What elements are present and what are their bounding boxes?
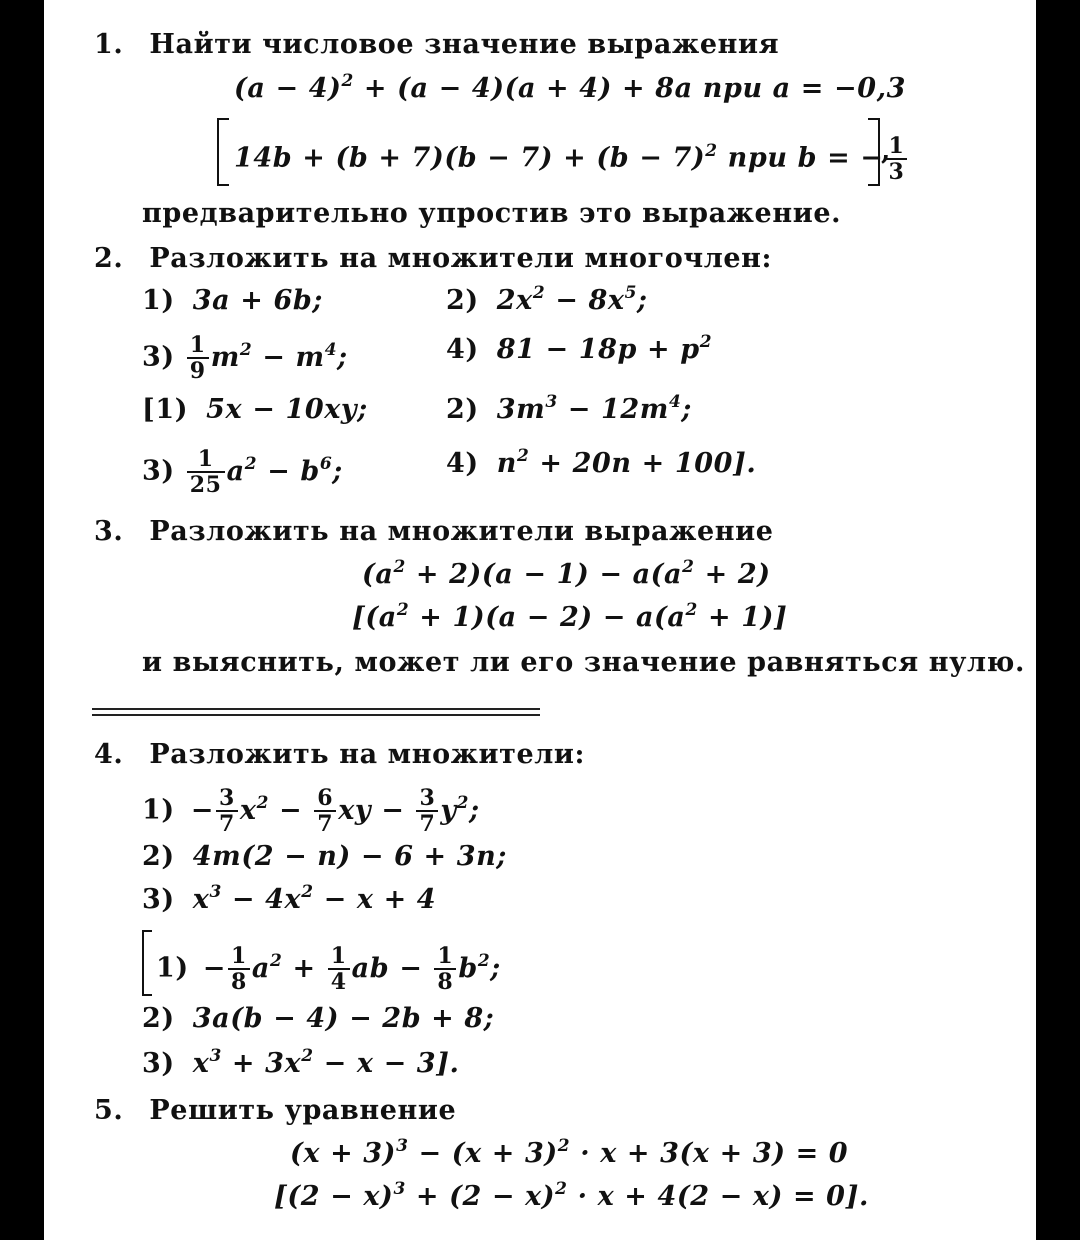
problem-1-tail: предварительно упростив это выражение.: [142, 198, 842, 229]
problem-3-expression-1: $(a^2 + 2)(a - 1) - a(a^2 + 2)$: [362, 557, 771, 590]
problem-1-title: [94, 28, 779, 62]
problem-4-title: 4. Разложить на множители:: [94, 739, 586, 770]
problem-2-item-4: 4) $81 - 18p + p^2$: [446, 332, 713, 365]
problem-3-expression-2: $[(a^2 + 1)(a - 2) - a(a^2 + 1)]$: [352, 600, 788, 633]
problem-2-item-8: 4) $n^2 + 20n + 100$].: [446, 446, 757, 479]
problem-2-item-3: 3) $\frac{1}{9}$ $m^2 - m^4$;: [142, 332, 348, 384]
problem-4-item-2: 2) 4m(2 − n) − 6 + 3n;: [142, 841, 507, 872]
divider-rule: [92, 708, 540, 710]
problem-5-equation-2: $[(2 - x)^3 + (2 - x)^2 \cdot x + 4(2 - x) = 0]$.: [274, 1179, 869, 1212]
problem-1-expression-2: $14b + (b + 7)(b - 7) + (b - 7)^2$ при b = − $\frac{1}{3}$: [234, 134, 909, 184]
problem-4-item-3: 3) $x^3 - 4x^2 - x + 4$: [142, 882, 437, 915]
problem-4-item-1: 1) − $\frac{3}{7}$ $x^2$ − $\frac{6}{7}$ xy − $\frac{3}{7}$ $y^2$;: [142, 785, 480, 837]
problem-5-equation-1: $(x + 3)^3 - (x + 3)^2 \cdot x + 3(x + 3) = 0$: [290, 1136, 849, 1169]
textbook-page: [44, 0, 1036, 1240]
left-bracket: [142, 930, 152, 996]
problem-text: Найти числовое значение выражения: [149, 29, 780, 60]
problem-3-tail: и выяснить, может ли его значение равняться нулю.: [142, 647, 1025, 678]
problem-2-item-7: 3) $\frac{1}{25}$ $a^2 - b^6$;: [142, 446, 343, 498]
problem-3-title: 3. Разложить на множители выражение: [94, 516, 774, 547]
problem-number: 1.: [94, 29, 124, 60]
divider-rule: [92, 714, 540, 716]
left-bracket: [217, 118, 229, 186]
problem-5-title: 5. Решить уравнение: [94, 1095, 457, 1126]
problem-1-expression-1: $(a - 4)^2 + (a - 4)(a + 4) + 8a$ при a = −0,3: [234, 71, 906, 104]
problem-2-item-5: [1) 5x − 10xy;: [142, 394, 368, 425]
right-bracket: [868, 118, 880, 186]
problem-2-item-1: 1) 3a + 6b;: [142, 285, 323, 316]
problem-2-item-2: 2) $2x^2 - 8x^5$;: [446, 283, 648, 316]
problem-4-item-6: 3) $x^3 + 3x^2 - x - 3$].: [142, 1046, 460, 1079]
problem-4-item-5: 2) 3a(b − 4) − 2b + 8;: [142, 1003, 495, 1034]
comma: ,: [881, 135, 891, 166]
problem-2-item-6: 2) $3m^3 - 12m^4$;: [446, 392, 692, 425]
problem-4-item-4: 1) − $\frac{1}{8}$ $a^2$ + $\frac{1}{4}$ ab − $\frac{1}{8}$ $b^2$;: [156, 943, 501, 995]
problem-2-title: 2. Разложить на множители многочлен:: [94, 243, 773, 274]
